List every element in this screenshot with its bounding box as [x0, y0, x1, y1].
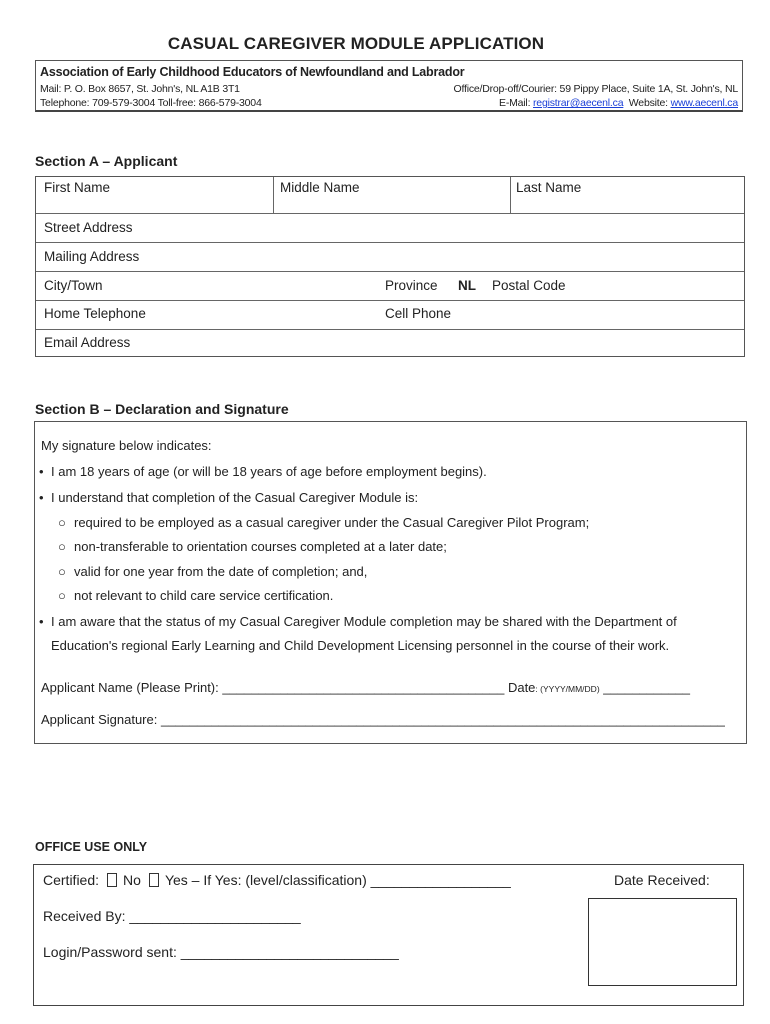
province-label: Province: [385, 278, 438, 293]
form-title: CASUAL CAREGIVER MODULE APPLICATION: [167, 34, 545, 53]
declaration-intro: My signature below indicates:: [41, 438, 212, 453]
date-received-label: Date Received:: [614, 872, 710, 888]
login-password-line[interactable]: Login/Password sent: ____________________________: [43, 944, 399, 960]
circle-bullet-icon: ○: [58, 588, 66, 603]
certified-row: [43, 872, 511, 888]
province-value: NL: [458, 278, 476, 293]
date-received-box[interactable]: [588, 898, 737, 986]
office-address: Office/Drop-off/Courier: 59 Pippy Place, Suite 1A, St. John's, NL: [453, 83, 738, 95]
telephone-numbers: Telephone: 709-579-3004 Toll-free: 866-579-3004: [40, 97, 262, 109]
declaration-subitem: ○ not relevant to child care service certification.: [58, 588, 334, 603]
email-address-field[interactable]: Email Address: [44, 335, 131, 350]
circle-bullet-icon: ○: [58, 564, 66, 579]
row-divider: [36, 271, 744, 272]
declaration-subitem: ○ required to be employed as a casual caregiver under the Casual Caregiver Pilot Program;: [58, 515, 590, 530]
contact-line: [499, 97, 738, 109]
yes-label: Yes – If Yes: (level/classification) __________________: [164, 872, 511, 888]
column-divider: [273, 177, 274, 213]
applicant-name-line[interactable]: Applicant Name (Please Print): _______________________________________ Date: (YYYY/MM/DD) ____________: [41, 680, 691, 695]
declaration-item: • I am aware that the status of my Casual Caregiver Module completion may be shared with the Department of: [39, 614, 677, 629]
declaration-box: [34, 421, 747, 744]
declaration-item: • I am 18 years of age (or will be 18 years of age before employment begins).: [39, 464, 487, 479]
first-name-field[interactable]: First Name: [44, 180, 111, 195]
row-divider: [36, 242, 744, 243]
applicant-table: [35, 176, 745, 357]
column-divider: [510, 177, 511, 213]
email-label: E-Mail:: [499, 97, 534, 109]
declaration-item-continued: Education's regional Early Learning and Child Development Licensing personnel in the course of their work.: [51, 638, 670, 653]
bullet-icon: •: [39, 490, 44, 505]
declaration-subitem: ○ valid for one year from the date of completion; and,: [58, 564, 368, 579]
yes-checkbox[interactable]: [149, 873, 159, 887]
row-divider: [36, 213, 744, 214]
office-use-box: [33, 864, 744, 1006]
section-a-heading: Section A – Applicant: [35, 153, 178, 169]
organization-name: Association of Early Childhood Educators of Newfoundland and Labrador: [40, 65, 465, 79]
mail-address: Mail: P. O. Box 8657, St. John's, NL A1B 3T1: [40, 83, 240, 95]
circle-bullet-icon: ○: [58, 515, 66, 530]
postal-code-field[interactable]: Postal Code: [492, 278, 566, 293]
office-use-heading: OFFICE USE ONLY: [35, 840, 148, 854]
date-format-hint: : (YYYY/MM/DD): [535, 684, 600, 694]
mailing-address-field[interactable]: Mailing Address: [44, 249, 140, 264]
organization-header: [35, 60, 743, 112]
row-divider: [36, 300, 744, 301]
no-label: No: [123, 872, 141, 888]
declaration-item: • I understand that completion of the Casual Caregiver Module is:: [39, 490, 419, 505]
section-b-heading: Section B – Declaration and Signature: [35, 401, 289, 417]
applicant-signature-line[interactable]: Applicant Signature: ______________________________________________________________________________: [41, 712, 725, 727]
website-link[interactable]: www.aecenl.ca: [670, 97, 738, 109]
date-line[interactable]: ____________: [603, 680, 691, 695]
cell-phone-field[interactable]: Cell Phone: [385, 306, 452, 321]
email-link[interactable]: registrar@aecenl.ca: [533, 97, 624, 109]
last-name-field[interactable]: Last Name: [516, 180, 582, 195]
no-checkbox[interactable]: [107, 873, 117, 887]
date-label: Date: [507, 680, 536, 695]
bullet-icon: •: [39, 614, 44, 629]
city-town-field[interactable]: City/Town: [44, 278, 103, 293]
bullet-icon: •: [39, 464, 44, 479]
row-divider: [36, 329, 744, 330]
circle-bullet-icon: ○: [58, 539, 66, 554]
declaration-subitem: ○ non-transferable to orientation courses completed at a later date;: [58, 539, 447, 554]
home-telephone-field[interactable]: Home Telephone: [44, 306, 146, 321]
middle-name-field[interactable]: Middle Name: [280, 180, 360, 195]
website-label: Website:: [628, 97, 671, 109]
street-address-field[interactable]: Street Address: [44, 220, 133, 235]
received-by-line[interactable]: Received By: ______________________: [43, 908, 301, 924]
certified-label: Certified:: [43, 872, 100, 888]
